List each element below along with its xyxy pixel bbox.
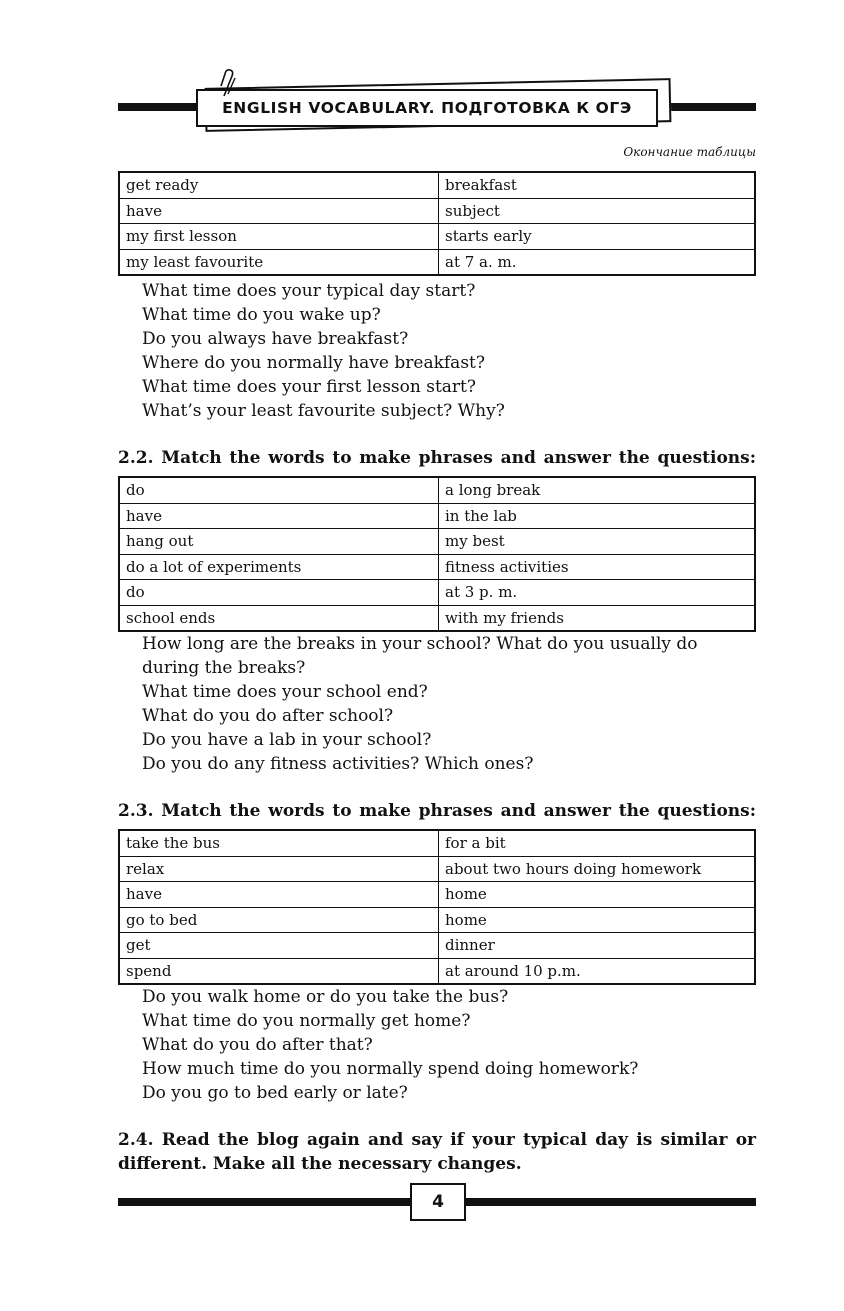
phrase-end-cell: at around 10 p.m. (439, 958, 756, 984)
table-row (119, 933, 755, 959)
phrase-end-cell: about two hours doing homework (439, 856, 756, 882)
phrase-start-cell: do (119, 477, 439, 503)
phrase-end-cell: at 7 a. m. (439, 249, 756, 275)
running-header (196, 89, 658, 127)
task-2-2-heading: 2.2. Match the words to make phrases and answer the questions: (118, 448, 756, 468)
question-line: What time do you wake up? (142, 305, 381, 325)
phrase-end-cell: with my friends (439, 605, 756, 631)
vocabulary-table-2 (118, 476, 756, 632)
phrase-start-cell: have (119, 198, 439, 224)
phrase-end-cell: a long break (439, 477, 756, 503)
question-line: Where do you normally have breakfast? (142, 353, 485, 373)
question-line: How long are the breaks in your school? What do you usually do during the breaks? (142, 634, 698, 678)
vocabulary-table-1 (118, 171, 756, 276)
table-row (119, 503, 755, 529)
phrase-end-cell: dinner (439, 933, 756, 959)
question-line: What do you do after school? (142, 706, 394, 726)
running-header-title: ENGLISH VOCABULARY. ПОДГОТОВКА К ОГЭ (222, 99, 632, 117)
question-line: Do you go to bed early or late? (142, 1083, 408, 1103)
phrase-start-cell: go to bed (119, 907, 439, 933)
question-line: What time does your typical day start? (142, 281, 476, 301)
phrase-start-cell: school ends (119, 605, 439, 631)
phrase-end-cell: my best (439, 529, 756, 555)
phrase-end-cell: at 3 p. m. (439, 580, 756, 606)
phrase-end-cell: subject (439, 198, 756, 224)
question-line: Do you do any fitness activities? Which ones? (142, 754, 534, 774)
table-row (119, 830, 755, 856)
phrase-end-cell: starts early (439, 224, 756, 250)
questions-list-3 (142, 985, 758, 1105)
table-row (119, 477, 755, 503)
question-line: Do you have a lab in your school? (142, 730, 432, 750)
phrase-start-cell: my least favourite (119, 249, 439, 275)
phrase-start-cell: relax (119, 856, 439, 882)
question-line: What’s your least favourite subject? Why? (142, 401, 505, 421)
paper-clip-icon (218, 68, 242, 98)
table-row (119, 907, 755, 933)
table-row (119, 605, 755, 631)
question-line: Do you always have breakfast? (142, 329, 409, 349)
task-2-4-heading: 2.4. Read the blog again and say if your typical day is similar or different. Make all the necessary changes. (118, 1130, 756, 1174)
phrase-end-cell: home (439, 907, 756, 933)
question-line: What time does your school end? (142, 682, 428, 702)
page-number: 4 (432, 1192, 444, 1212)
table-row (119, 580, 755, 606)
question-line: What time does your first lesson start? (142, 377, 476, 397)
table-continuation-caption: Окончание таблицы (623, 145, 756, 159)
phrase-end-cell: home (439, 882, 756, 908)
table-row (119, 856, 755, 882)
phrase-start-cell: spend (119, 958, 439, 984)
question-line: What do you do after that? (142, 1035, 373, 1055)
phrase-end-cell: fitness activities (439, 554, 756, 580)
phrase-end-cell: in the lab (439, 503, 756, 529)
phrase-start-cell: do a lot of experiments (119, 554, 439, 580)
table-row (119, 882, 755, 908)
table-row (119, 249, 755, 275)
phrase-end-cell: for a bit (439, 830, 756, 856)
phrase-start-cell: have (119, 503, 439, 529)
phrase-start-cell: get ready (119, 172, 439, 198)
table-row (119, 198, 755, 224)
table-row (119, 224, 755, 250)
phrase-start-cell: do (119, 580, 439, 606)
questions-list-2 (142, 632, 758, 776)
table-row (119, 958, 755, 984)
question-line: How much time do you normally spend doing homework? (142, 1059, 639, 1079)
questions-list-1 (142, 279, 758, 423)
vocabulary-table-3 (118, 829, 756, 985)
phrase-start-cell: take the bus (119, 830, 439, 856)
phrase-start-cell: get (119, 933, 439, 959)
phrase-start-cell: hang out (119, 529, 439, 555)
table-row (119, 172, 755, 198)
phrase-end-cell: breakfast (439, 172, 756, 198)
task-2-3-heading: 2.3. Match the words to make phrases and answer the questions: (118, 801, 756, 821)
phrase-start-cell: my first lesson (119, 224, 439, 250)
phrase-start-cell: have (119, 882, 439, 908)
table-row (119, 554, 755, 580)
question-line: What time do you normally get home? (142, 1011, 471, 1031)
table-row (119, 529, 755, 555)
question-line: Do you walk home or do you take the bus? (142, 987, 509, 1007)
page-number-box (410, 1183, 466, 1221)
